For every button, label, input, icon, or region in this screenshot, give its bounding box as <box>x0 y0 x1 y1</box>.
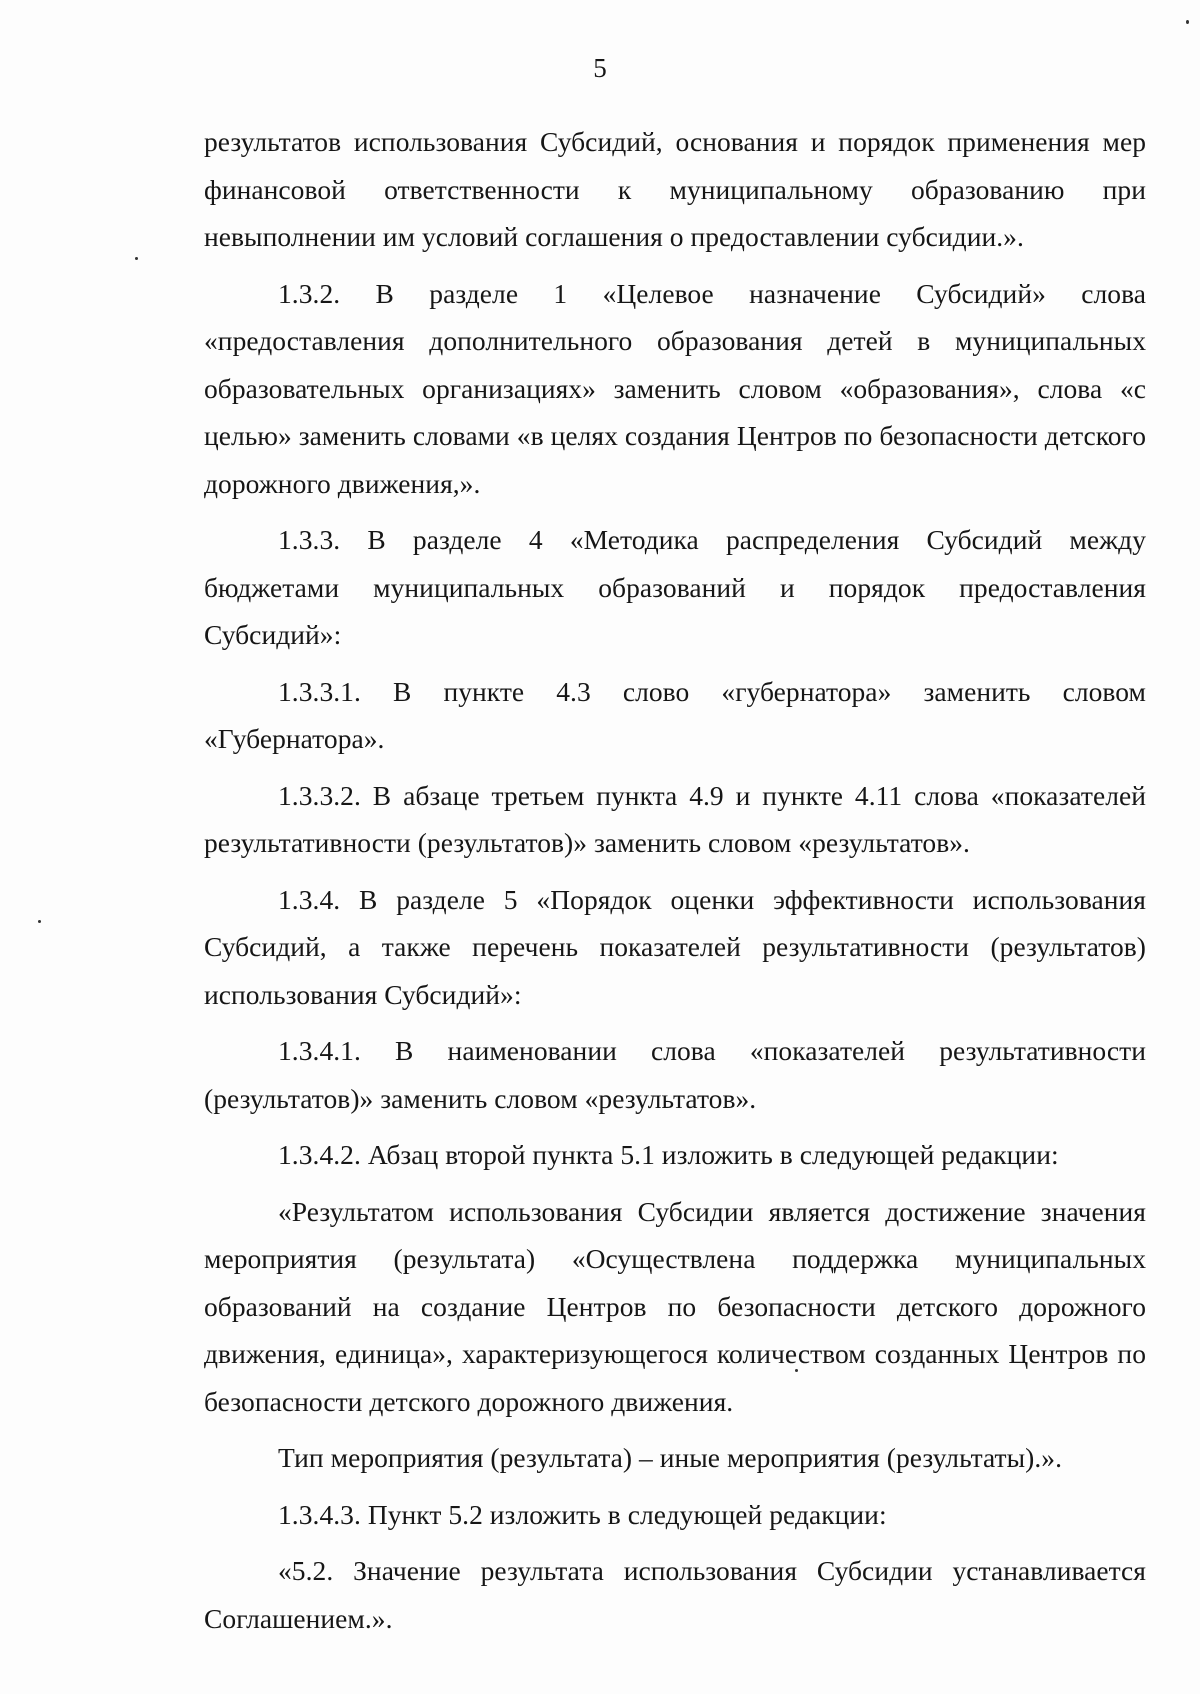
paragraph-result-type: Тип мероприятия (результата) – иные мероприятия (результаты).». <box>278 1442 1063 1473</box>
paragraph-1-3-3: 1.3.3. В разделе 4 «Методика распределения Субсидий между бюджетами муниципальных образований и порядок предоставления Субсидий»: <box>204 524 1146 650</box>
page-number: 5 <box>593 53 607 83</box>
scan-speck <box>1186 20 1189 24</box>
paragraph-quote-5-2: «5.2. Значение результата использования Субсидии устанавливается Соглашением.». <box>204 1555 1146 1634</box>
paragraph-quote-result: «Результатом использования Субсидии является достижение значения мероприятия (результата) «Осуществлена поддержка муниципальных образований на создание Центров по безопасности детского дорожного движения, единица», характеризующегося количеством созданных Центров по безопасности детского дорожного движения. <box>204 1195 1146 1417</box>
scan-speck <box>795 1369 798 1372</box>
paragraph-continuation: результатов использования Субсидий, основания и порядок применения мер финансовой ответственности к муниципальному образованию при невыполнении им условий соглашения о предоставлении субсидии.». <box>204 126 1146 252</box>
paragraph-1-3-3-1: 1.3.3.1. В пункте 4.3 слово «губернатора» заменить словом «Губернатора». <box>204 675 1146 754</box>
scan-speck <box>38 920 41 923</box>
paragraph-1-3-4-1: 1.3.4.1. В наименовании слова «показателей результативности (результатов)» заменить словом «результатов». <box>204 1035 1146 1114</box>
paragraph-1-3-4-2: 1.3.4.2. Абзац второй пункта 5.1 изложить в следующей редакции: <box>278 1139 1059 1170</box>
paragraph-1-3-4-3: 1.3.4.3. Пункт 5.2 изложить в следующей редакции: <box>278 1498 887 1530</box>
paragraph-1-3-4: 1.3.4. В разделе 5 «Порядок оценки эффективности использования Субсидий, а также перечень показателей результативности (результатов) использования Субсидий»: <box>204 883 1146 1010</box>
paragraph-1-3-2: 1.3.2. В разделе 1 «Целевое назначение Субсидий» слова «предоставления дополнительного образования детей в муниципальных образовательных организациях» заменить словом «образования», слова «с целью» заменить словами «в целях создания Центров по безопасности детского дорожного движения,». <box>204 277 1146 499</box>
paragraph-1-3-3-2: 1.3.3.2. В абзаце третьем пункта 4.9 и пункте 4.11 слова «показателей результативности (результатов)» заменить словом «результатов». <box>204 779 1146 858</box>
scan-speck <box>135 257 138 260</box>
document-body <box>204 118 1146 1642</box>
